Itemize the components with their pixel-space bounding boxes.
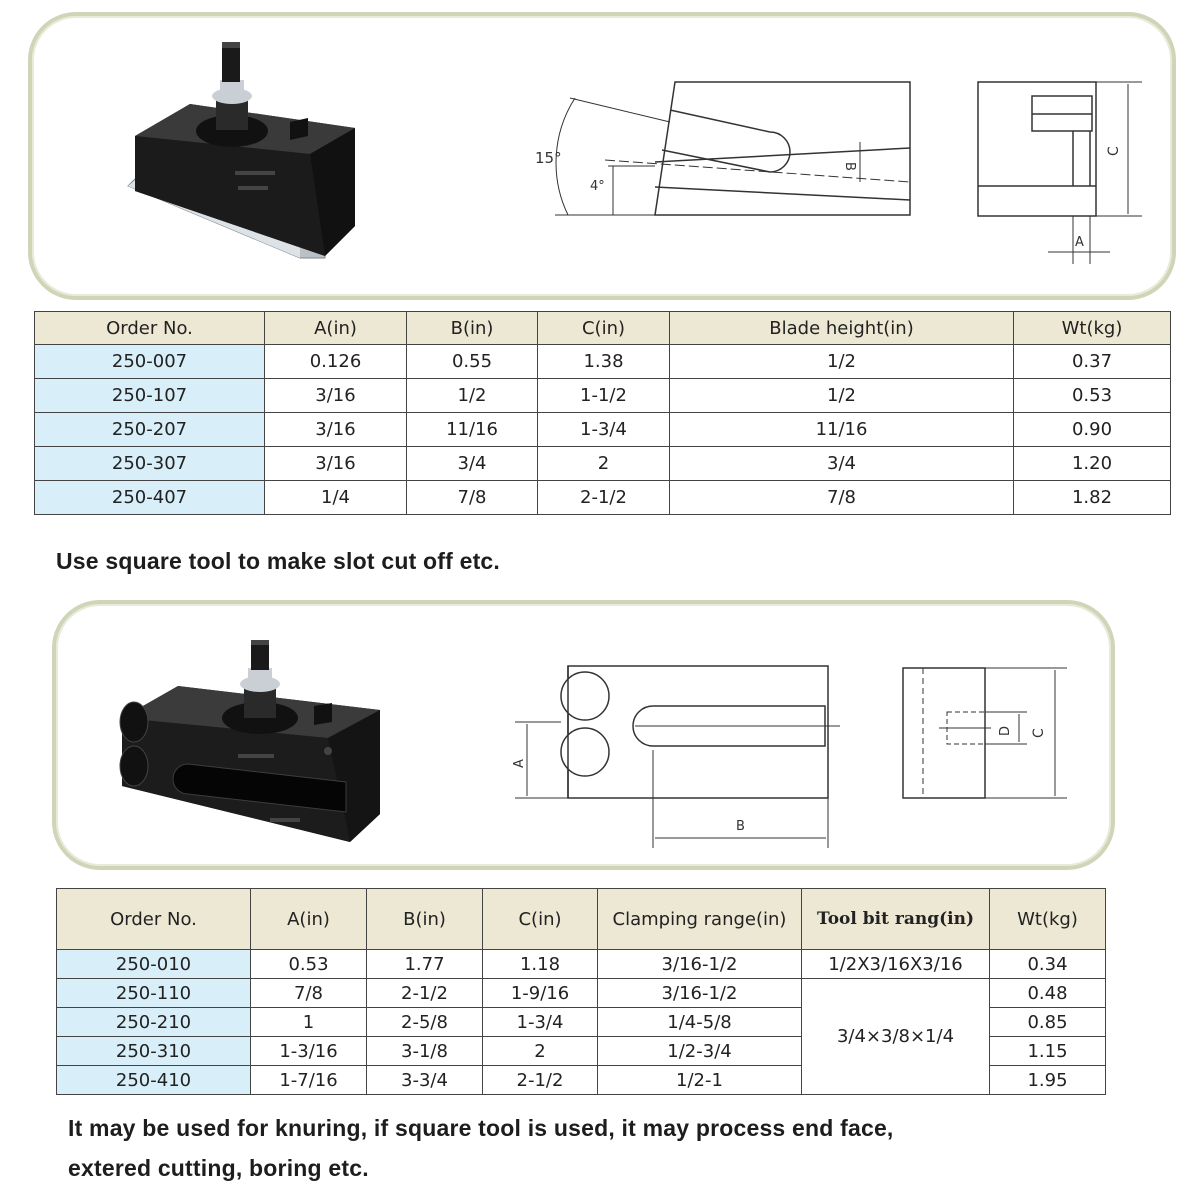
cutoff-holder-photo (120, 36, 360, 261)
table-row (35, 413, 1171, 447)
table-cell: 7/8 (251, 979, 367, 1008)
knurling-holder-photo (118, 636, 388, 846)
table-cell: 0.126 (265, 345, 407, 379)
order-no-cell: 250-107 (35, 379, 265, 413)
col-b: B(in) (407, 312, 538, 345)
table-cell: 7/8 (407, 481, 538, 515)
table-cell: 2 (538, 447, 670, 481)
table-cell: 1.15 (990, 1037, 1106, 1066)
table-row (35, 379, 1171, 413)
table-cell: 1-3/16 (251, 1037, 367, 1066)
col-clamping-range: Clamping range(in) (598, 889, 802, 950)
col-c: C(in) (483, 889, 598, 950)
col-order-no: Order No. (57, 889, 251, 950)
order-no-cell: 250-110 (57, 979, 251, 1008)
table-cell: 3-1/8 (367, 1037, 483, 1066)
order-no-cell: 250-310 (57, 1037, 251, 1066)
table-cell: 1-3/4 (538, 413, 670, 447)
dim-d-label: D (998, 725, 1013, 736)
col-order-no: Order No. (35, 312, 265, 345)
table-cell: 3-3/4 (367, 1066, 483, 1095)
section1-note: Use square tool to make slot cut off etc. (56, 548, 501, 574)
table-cell: 1.18 (483, 950, 598, 979)
table-cell: 2 (483, 1037, 598, 1066)
dim-b-label: B (842, 162, 857, 171)
col-a: A(in) (265, 312, 407, 345)
table-cell: 0.37 (1014, 345, 1171, 379)
dim-a-label-2: A (512, 759, 527, 768)
col-weight: Wt(kg) (1014, 312, 1171, 345)
table-cell: 0.90 (1014, 413, 1171, 447)
knurling-holder-spec-table (56, 888, 1106, 1095)
col-b: B(in) (367, 889, 483, 950)
table-cell: 1-9/16 (483, 979, 598, 1008)
table-cell: 2-1/2 (483, 1066, 598, 1095)
table-cell: 1-1/2 (538, 379, 670, 413)
table-cell: 3/16 (265, 379, 407, 413)
table-cell: 1/4 (265, 481, 407, 515)
table-cell: 1.20 (1014, 447, 1171, 481)
table-cell: 2-1/2 (538, 481, 670, 515)
table-header-row (35, 312, 1171, 345)
table-cell: 1/2X3/16X3/16 (802, 950, 990, 979)
cutoff-holder-spec-table (34, 311, 1171, 515)
angle-15-label: 15° (535, 149, 562, 167)
table-cell: 1/2-1 (598, 1066, 802, 1095)
table-cell: 0.85 (990, 1008, 1106, 1037)
col-c: C(in) (538, 312, 670, 345)
order-no-cell: 250-207 (35, 413, 265, 447)
section2-note-line1: It may be used for knuring, if square tool is used, it may process end face, (68, 1115, 894, 1141)
order-no-cell: 250-210 (57, 1008, 251, 1037)
table-cell: 1/2 (670, 379, 1014, 413)
dim-c-label-2: C (1031, 728, 1047, 738)
table-cell: 11/16 (407, 413, 538, 447)
table-cell: 1.38 (538, 345, 670, 379)
col-a: A(in) (251, 889, 367, 950)
knurling-holder-end-drawing (895, 662, 1075, 807)
table-cell: 3/16 (265, 447, 407, 481)
table-row (35, 447, 1171, 481)
table-cell: 3/16-1/2 (598, 950, 802, 979)
section2-note (68, 1108, 1168, 1188)
cutoff-holder-side-drawing (530, 70, 930, 230)
table-cell: 1-3/4 (483, 1008, 598, 1037)
cutoff-holder-end-drawing (970, 74, 1150, 270)
table-cell: 0.48 (990, 979, 1106, 1008)
table-cell: 1.95 (990, 1066, 1106, 1095)
table-cell: 2-1/2 (367, 979, 483, 1008)
order-no-cell: 250-010 (57, 950, 251, 979)
table-row (35, 345, 1171, 379)
table-cell: 3/16 (265, 413, 407, 447)
table-cell: 1.82 (1014, 481, 1171, 515)
table-row (57, 979, 1106, 1008)
dim-b-label-2: B (736, 819, 745, 834)
dim-a-label: A (1075, 235, 1084, 250)
table-cell: 2-5/8 (367, 1008, 483, 1037)
table-cell: 0.55 (407, 345, 538, 379)
table-row (57, 950, 1106, 979)
table-cell: 1/2 (407, 379, 538, 413)
table-header-row (57, 889, 1106, 950)
section2-note-line2: extered cutting, boring etc. (68, 1155, 369, 1181)
order-no-cell: 250-407 (35, 481, 265, 515)
col-tool-bit-range: Tool bit rang(in) (802, 889, 990, 950)
table-cell: 0.53 (251, 950, 367, 979)
table-cell: 11/16 (670, 413, 1014, 447)
table-row (35, 481, 1171, 515)
table-cell: 0.53 (1014, 379, 1171, 413)
col-blade-height: Blade height(in) (670, 312, 1014, 345)
table-cell: 7/8 (670, 481, 1014, 515)
table-cell: 1-7/16 (251, 1066, 367, 1095)
dim-c-label: C (1106, 146, 1122, 156)
knurling-holder-side-drawing (505, 660, 850, 852)
table-cell: 1/2-3/4 (598, 1037, 802, 1066)
table-cell: 0.34 (990, 950, 1106, 979)
order-no-cell: 250-410 (57, 1066, 251, 1095)
table-cell: 1 (251, 1008, 367, 1037)
table-cell: 3/16-1/2 (598, 979, 802, 1008)
table-cell: 1.77 (367, 950, 483, 979)
table-cell: 1/4-5/8 (598, 1008, 802, 1037)
order-no-cell: 250-007 (35, 345, 265, 379)
order-no-cell: 250-307 (35, 447, 265, 481)
table-cell: 3/4 (407, 447, 538, 481)
table-cell: 1/2 (670, 345, 1014, 379)
angle-4-label: 4° (590, 179, 605, 194)
col-weight: Wt(kg) (990, 889, 1106, 950)
merged-tool-bit-cell: 3/4×3/8×1/4 (802, 979, 990, 1095)
table-cell: 3/4 (670, 447, 1014, 481)
